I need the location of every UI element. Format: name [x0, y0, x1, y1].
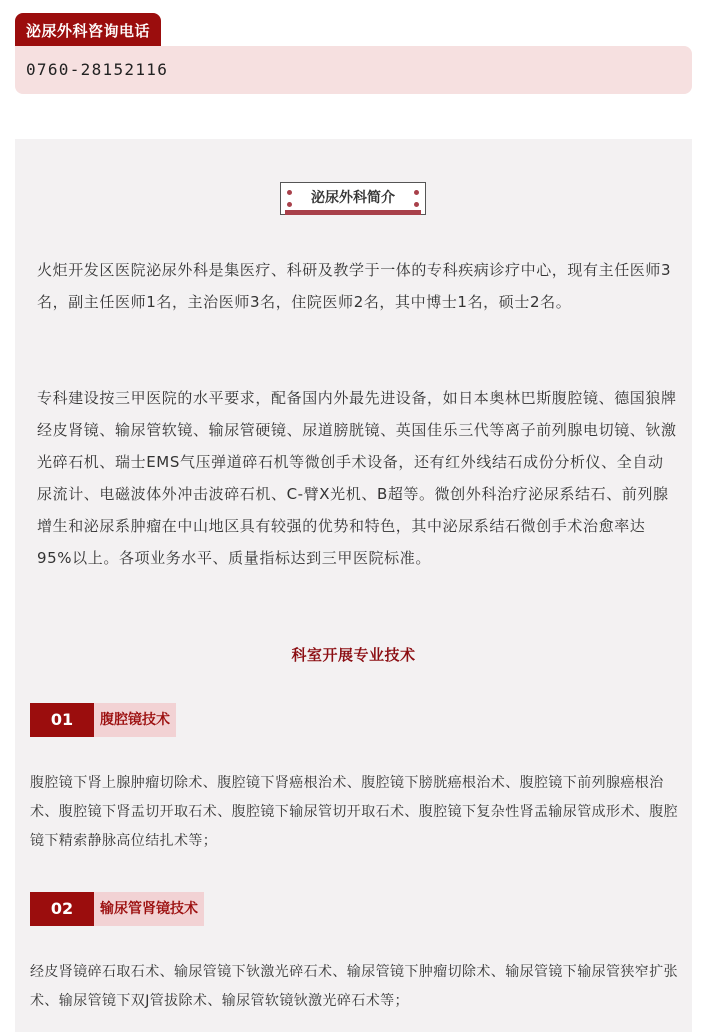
- intro-paragraph-1: 火炬开发区医院泌尿外科是集医疗、科研及教学于一体的专科疾病诊疗中心，现有主任医师3名，副主任医师1名，主治医师3名，住院医师2名，其中博士1名，硕士2名。: [37, 261, 672, 311]
- section-number: 02: [30, 892, 94, 926]
- department-panel: [15, 139, 692, 1032]
- section-title: 输尿管肾镜技术: [94, 892, 204, 926]
- title-underline: [285, 210, 421, 215]
- techniques-heading: 科室开展专业技术: [291, 646, 416, 664]
- section-title: 腹腔镜技术: [94, 703, 176, 737]
- section-text-ureteroscopy: 经皮肾镜碎石取石术、输尿管镜下钬激光碎石术、输尿管镜下肿瘤切除术、输尿管镜下输尿管狭窄扩张术、输尿管镜下双J管拔除术、输尿管软镜钬激光碎石术等；: [30, 964, 678, 1009]
- phone-label-tab: 泌尿外科咨询电话: [15, 13, 161, 47]
- decor-dot: [287, 202, 292, 207]
- section-text-laparoscopy: 腹腔镜下肾上腺肿瘤切除术、腹腔镜下肾癌根治术、腹腔镜下膀胱癌根治术、腹腔镜下前列腺癌根治术、腹腔镜下肾盂切开取石术、腹腔镜下输尿管切开取石术、腹腔镜下复杂性肾盂输尿管成形术、腹腔镜下精索静脉高位结扎术等；: [30, 775, 678, 849]
- intro-title: 泌尿外科简介: [311, 190, 395, 206]
- intro-paragraph-2: 专科建设按三甲医院的水平要求，配备国内外最先进设备，如日本奥林巴斯腹腔镜、德国狼牌经皮肾镜、输尿管软镜、输尿管硬镜、尿道膀胱镜、英国佳乐三代等离子前列腺电切镜、钬激光碎石机、瑞士EMS气压弹道碎石机等微创手术设备，还有红外线结石成份分析仪、全自动尿流计、电磁波体外冲击波碎石机、C-臂X光机、B超等。微创外科治疗泌尿系结石、前列腺增生和泌尿系肿瘤在中山地区具有较强的优势和特色，其中泌尿系结石微创手术治愈率达95%以上。各项业务水平、质量指标达到三甲医院标准。: [37, 389, 677, 567]
- decor-dot: [414, 190, 419, 195]
- section-number: 01: [30, 703, 94, 737]
- decor-dot: [287, 190, 292, 195]
- phone-number[interactable]: 0760-28152116: [26, 60, 169, 79]
- phone-box: [15, 46, 692, 94]
- intro-title-box: [280, 182, 426, 215]
- decor-dot: [414, 202, 419, 207]
